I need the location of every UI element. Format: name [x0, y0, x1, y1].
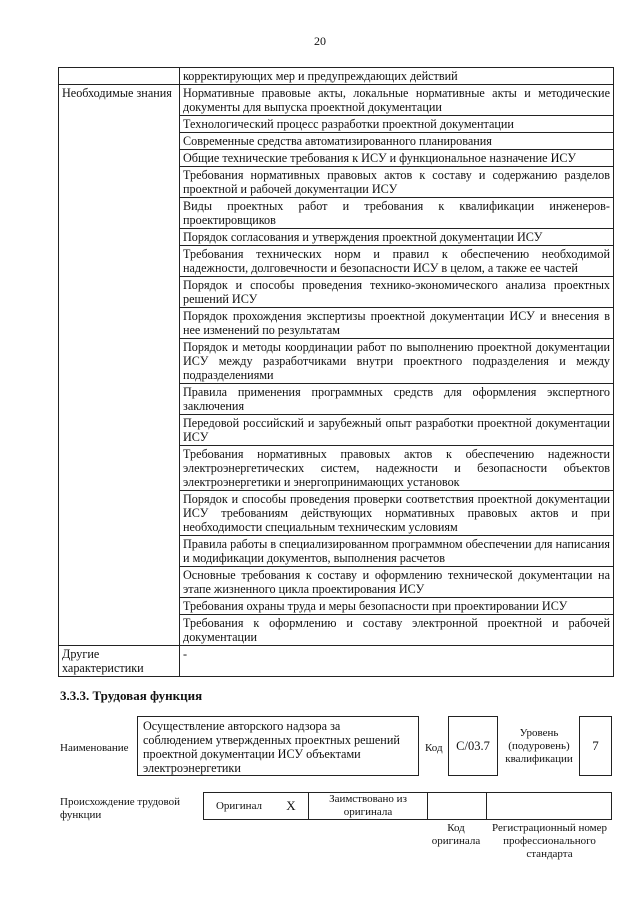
section-title: 3.3.3. Трудовая функция [60, 688, 203, 703]
knowledge-label: Необходимые знания [59, 85, 180, 646]
code-original-cell [428, 793, 487, 819]
page-number: 20 [314, 34, 326, 48]
function-name-box [137, 716, 419, 776]
original-label: Оригинал [215, 799, 263, 812]
borrowed-label: Заимствовано из оригинала [309, 793, 428, 819]
code-box [448, 716, 498, 776]
origin-row [203, 792, 612, 820]
knowledge-item: Современные средства автоматизированного планирования [180, 133, 614, 150]
empty-label-cell [59, 68, 180, 85]
other-label: Другие характеристики [59, 646, 180, 677]
requirements-table [58, 67, 614, 677]
code-label: Код [425, 742, 443, 754]
original-mark: X [274, 793, 309, 819]
knowledge-item: Требования к оформлению и составу электронной проектной и рабочей документации [180, 615, 614, 646]
knowledge-item: Технологический процесс разработки проектной документации [180, 116, 614, 133]
level-value: 7 [592, 738, 599, 753]
other-value: - [180, 646, 614, 677]
code-original-label: Код оригинала [431, 822, 481, 847]
knowledge-item: Требования нормативных правовых актов к обеспечению надежности электроэнергетических систем, надежности и безопасности объектов электроэнергетики и энергопринимающих установок [180, 446, 614, 491]
knowledge-item: Основные требования к составу и оформлению технической документации на этапе жизненного цикла проектирования ИСУ [180, 567, 614, 598]
table-cell: корректирующих мер и предупреждающих действий [180, 68, 614, 85]
code-value: С/03.7 [456, 738, 490, 753]
knowledge-item: Нормативные правовые акты, локальные нормативные акты и методические документы для выпуска проектной документации [180, 85, 614, 116]
table-row [59, 646, 614, 677]
knowledge-item: Требования технических норм и правил к обеспечению необходимой надежности, долговечности и безопасности ИСУ в целом, а также ее частей [180, 246, 614, 277]
level-label: Уровень (подуровень) квалификации [505, 727, 573, 765]
knowledge-item: Правила работы в специализированном программном обеспечении для написания и модификации документов, выполнения расчетов [180, 536, 614, 567]
level-box [579, 716, 612, 776]
knowledge-item: Порядок и способы проведения технико-экономического анализа проектных решений ИСУ [180, 277, 614, 308]
knowledge-item: Общие технические требования к ИСУ и функциональное назначение ИСУ [180, 150, 614, 167]
reg-number-cell [487, 793, 612, 819]
knowledge-item: Порядок прохождения экспертизы проектной документации ИСУ и внесения в нее изменений по результатам [180, 308, 614, 339]
knowledge-item: Требования нормативных правовых актов к составу и содержанию разделов проектной и рабочей документации ИСУ [180, 167, 614, 198]
knowledge-item: Требования охраны труда и меры безопасности при проектировании ИСУ [180, 598, 614, 615]
knowledge-item: Порядок и способы проведения проверки соответствия проектной документации ИСУ требованиям действующих нормативных правовых актов и при необходимости специальным техническим условиям [180, 491, 614, 536]
knowledge-item: Правила применения программных средств для оформления экспертного заключения [180, 384, 614, 415]
knowledge-item: Порядок и методы координации работ по выполнению проектной документации ИСУ между разработчиками внутри проектного подразделения и между подразделениями [180, 339, 614, 384]
knowledge-item: Порядок согласования и утверждения проектной документации ИСУ [180, 229, 614, 246]
table-row [59, 68, 614, 85]
reg-number-label: Регистрационный номер профессионального стандарта [491, 822, 608, 860]
name-label: Наименование [60, 742, 129, 754]
knowledge-item: Передовой российский и зарубежный опыт разработки проектной документации ИСУ [180, 415, 614, 446]
function-name-value: Осуществление авторского надзора за соблюдением утвержденных проектных решений проектной документации ИСУ объектами электроэнергетики [143, 719, 400, 775]
knowledge-item: Виды проектных работ и требования к квалификации инженеров-проектировщиков [180, 198, 614, 229]
table-row [59, 85, 614, 116]
origin-label: Происхождение трудовой функции [60, 796, 181, 821]
